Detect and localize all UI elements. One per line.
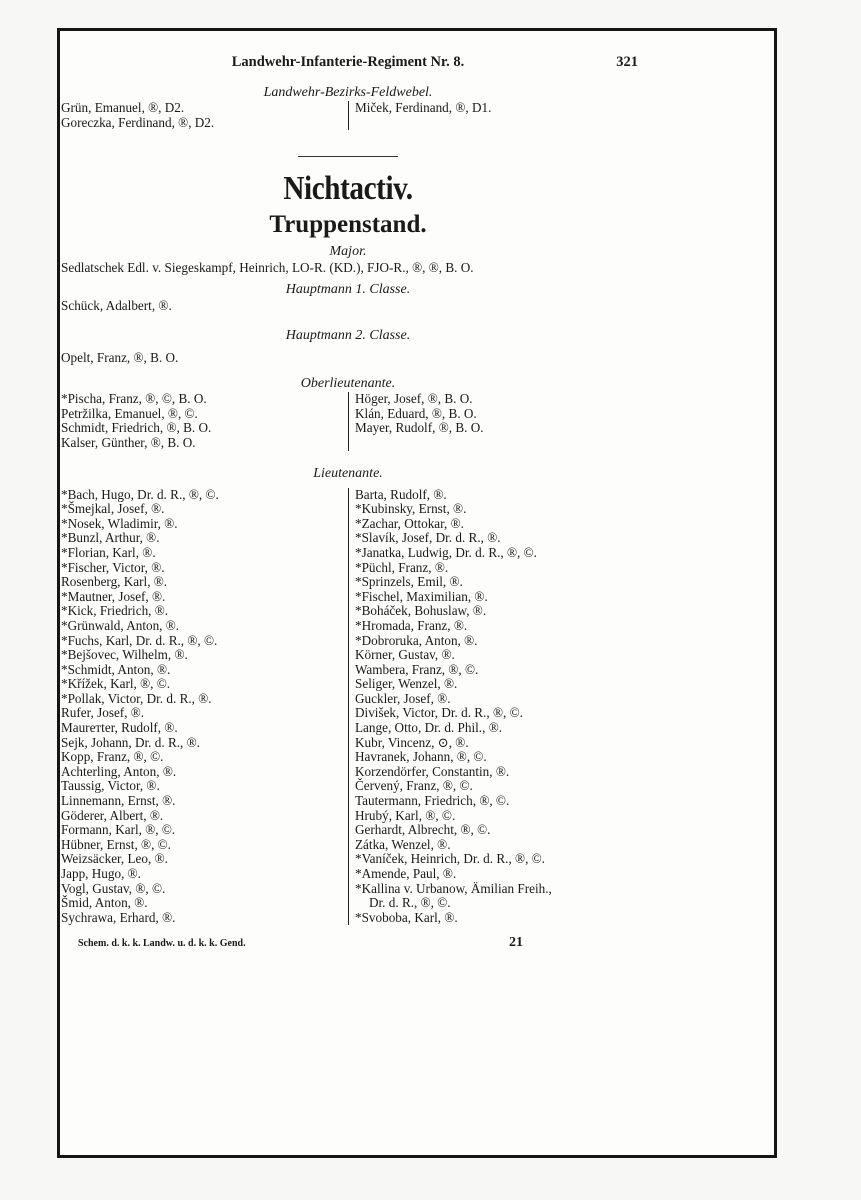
list-item: Červený, Franz, ®, ©. (355, 778, 473, 794)
list-item: *Janatka, Ludwig, Dr. d. R., ®, ©. (355, 544, 537, 560)
page-header (58, 54, 638, 74)
list-item: Kopp, Franz, ®, ©. (61, 749, 164, 765)
running-head: Landwehr-Infanterie-Regiment Nr. 8. (231, 54, 465, 70)
list-item: *Nosek, Wladimir, ®. (61, 515, 178, 531)
list-item: *Dobroruka, Anton, ®. (355, 632, 478, 648)
list-item: *Amende, Paul, ®. (355, 866, 457, 881)
list-item: *Grünwald, Anton, ®. (61, 617, 180, 633)
list-item: Weizsäcker, Leo, ®. (61, 851, 168, 867)
footer-note: Schem. d. k. k. Landw. u. d. k. k. Gend. (78, 938, 246, 950)
list-item: Sychrawa, Erhard, ®. (61, 909, 176, 925)
oberlieutenante-left-column (58, 392, 348, 450)
list-item: *Schmidt, Anton, ®. (61, 661, 171, 677)
page-content (58, 54, 638, 953)
list-item: *Vaníček, Heinrich, Dr. d. R., ®, ©. (355, 851, 545, 867)
list-item: Miček, Ferdinand, ®, D1. (355, 100, 492, 115)
list-item: *Bach, Hugo, Dr. d. R., ®, ©. (61, 486, 219, 502)
list-item: *Fischer, Victor, ®. (61, 559, 165, 575)
list-item: Zátka, Wenzel, ®. (355, 836, 451, 852)
section-title-major: Major. (329, 244, 367, 260)
oberlieutenante-right-column (348, 392, 638, 450)
page-number: 321 (616, 54, 638, 70)
feldwebel-right-column (348, 101, 638, 130)
list-item: *Boháček, Bohuslaw, ®. (355, 603, 487, 619)
list-item: Japp, Hugo, ®. (61, 866, 141, 881)
list-item: Šmid, Anton, ®. (61, 895, 148, 911)
list-item: Formann, Karl, ®, ©. (61, 822, 176, 838)
section-title-oberlieutenante: Oberlieutenante. (300, 376, 396, 392)
section-title-hauptmann-2: Hauptmann 2. Classe. (285, 328, 411, 344)
list-item: Rufer, Josef, ®. (61, 705, 145, 721)
list-item: Divišek, Victor, Dr. d. R., ®, ©. (355, 705, 523, 721)
list-item: Körner, Gustav, ®. (355, 647, 455, 663)
list-item: *Kubinsky, Ernst, ®. (355, 501, 467, 517)
list-item: Göderer, Albert, ®. (61, 807, 164, 823)
list-item: Schück, Adalbert, ®. (61, 298, 172, 314)
list-item: Seliger, Wenzel, ®. (355, 676, 458, 692)
list-item: Opelt, Franz, ®, B. O. (61, 350, 179, 366)
list-item: *Kallina v. Urbanow, Ämilian Freih., (355, 880, 552, 896)
list-item: Korzendörfer, Constantin, ®. (355, 763, 510, 779)
list-item: Petržilka, Emanuel, ®, ©. (61, 405, 198, 421)
list-item: Rosenberg, Karl, ®. (61, 574, 168, 590)
lieutenante-list (58, 488, 638, 926)
section-title-feldwebel: Landwehr-Bezirks-Feldwebel. (263, 85, 433, 100)
signature-mark: 21 (509, 935, 523, 951)
list-item: *Zachar, Ottokar, ®. (355, 515, 464, 531)
feldwebel-left-column (58, 101, 348, 130)
list-item: Havranek, Johann, ®, ©. (355, 749, 487, 765)
list-item: *Pollak, Victor, Dr. d. R., ®. (61, 690, 212, 706)
page-subtitle: Truppenstand. (269, 211, 427, 239)
list-item: *Sprinzels, Emil, ®. (355, 574, 463, 590)
list-item: Schmidt, Friedrich, ®, B. O. (61, 420, 212, 436)
list-item: Maurетter, Rudolf, ®. (61, 720, 178, 736)
lieutenante-left-column (58, 488, 348, 926)
list-item-continuation: Dr. d. R., ®, ©. (369, 895, 451, 911)
oberlieutenante-list (58, 392, 638, 450)
list-item: *Hromada, Franz, ®. (355, 617, 468, 633)
section-title-hauptmann-1: Hauptmann 1. Classe. (285, 282, 411, 298)
list-item: *Bejšovec, Wilhelm, ®. (61, 647, 188, 663)
section-title-lieutenante: Lieutenante. (313, 465, 383, 481)
list-item: *Křížek, Karl, ®, ©. (61, 676, 171, 692)
list-item: *Pischa, Franz, ®, ©, B. O. (61, 391, 207, 407)
page-footer (58, 935, 638, 953)
list-item: *Svoboba, Karl, ®. (355, 909, 458, 925)
list-item: Kalser, Günther, ®, B. O. (61, 434, 196, 450)
list-item: *Püchl, Franz, ®. (355, 559, 449, 575)
list-item: Gerhardt, Albrecht, ®, ©. (355, 822, 491, 838)
list-item: Lange, Otto, Dr. d. Phil., ®. (355, 720, 503, 736)
page-title: Nichtactiv. (283, 170, 413, 208)
list-item: Hrubý, Karl, ®, ©. (355, 807, 456, 823)
list-item: Wambera, Franz, ®, ©. (355, 661, 479, 677)
list-item: Mayer, Rudolf, ®, B. O. (355, 420, 484, 436)
list-item: Taussig, Victor, ®. (61, 778, 160, 794)
list-item: *Kick, Friedrich, ®. (61, 603, 169, 619)
list-item: Goreczka, Ferdinand, ®, D2. (61, 114, 215, 130)
list-item: *Šmejkal, Josef, ®. (61, 501, 165, 517)
list-item: Guckler, Josef, ®. (355, 690, 451, 706)
list-item: *Florian, Karl, ®. (61, 544, 156, 560)
feldwebel-list (58, 101, 638, 130)
list-item: Höger, Josef, ®, B. O. (355, 391, 473, 407)
list-item: Achterling, Anton, ®. (61, 763, 177, 779)
divider (298, 156, 398, 157)
list-item: Sedlatschek Edl. v. Siegeskampf, Heinrich, LO-R. (KD.), FJO-R., ®, ®, B. O. (61, 260, 474, 276)
list-item: *Slavík, Josef, Dr. d. R., ®. (355, 530, 501, 546)
list-item: Sejk, Johann, Dr. d. R., ®. (61, 734, 200, 750)
list-item: Grün, Emanuel, ®, D2. (61, 100, 185, 115)
list-item: Hübner, Ernst, ®, ©. (61, 836, 171, 852)
list-item: Klán, Eduard, ®, B. O. (355, 405, 477, 421)
list-item: *Mautner, Josef, ®. (61, 588, 166, 604)
list-item: Barta, Rudolf, ®. (355, 486, 447, 502)
list-item: Kubr, Vincenz, ⊙, ®. (355, 734, 469, 750)
list-item: Tautermann, Friedrich, ®, ©. (355, 793, 510, 809)
list-item: Vogl, Gustav, ®, ©. (61, 880, 166, 896)
lieutenante-right-column (348, 488, 638, 926)
list-item: *Fischel, Maximilian, ®. (355, 588, 488, 604)
list-item: *Bunzl, Arthur, ®. (61, 530, 160, 546)
list-item: *Fuchs, Karl, Dr. d. R., ®, ©. (61, 632, 218, 648)
list-item: Linnemann, Ernst, ®. (61, 793, 176, 809)
